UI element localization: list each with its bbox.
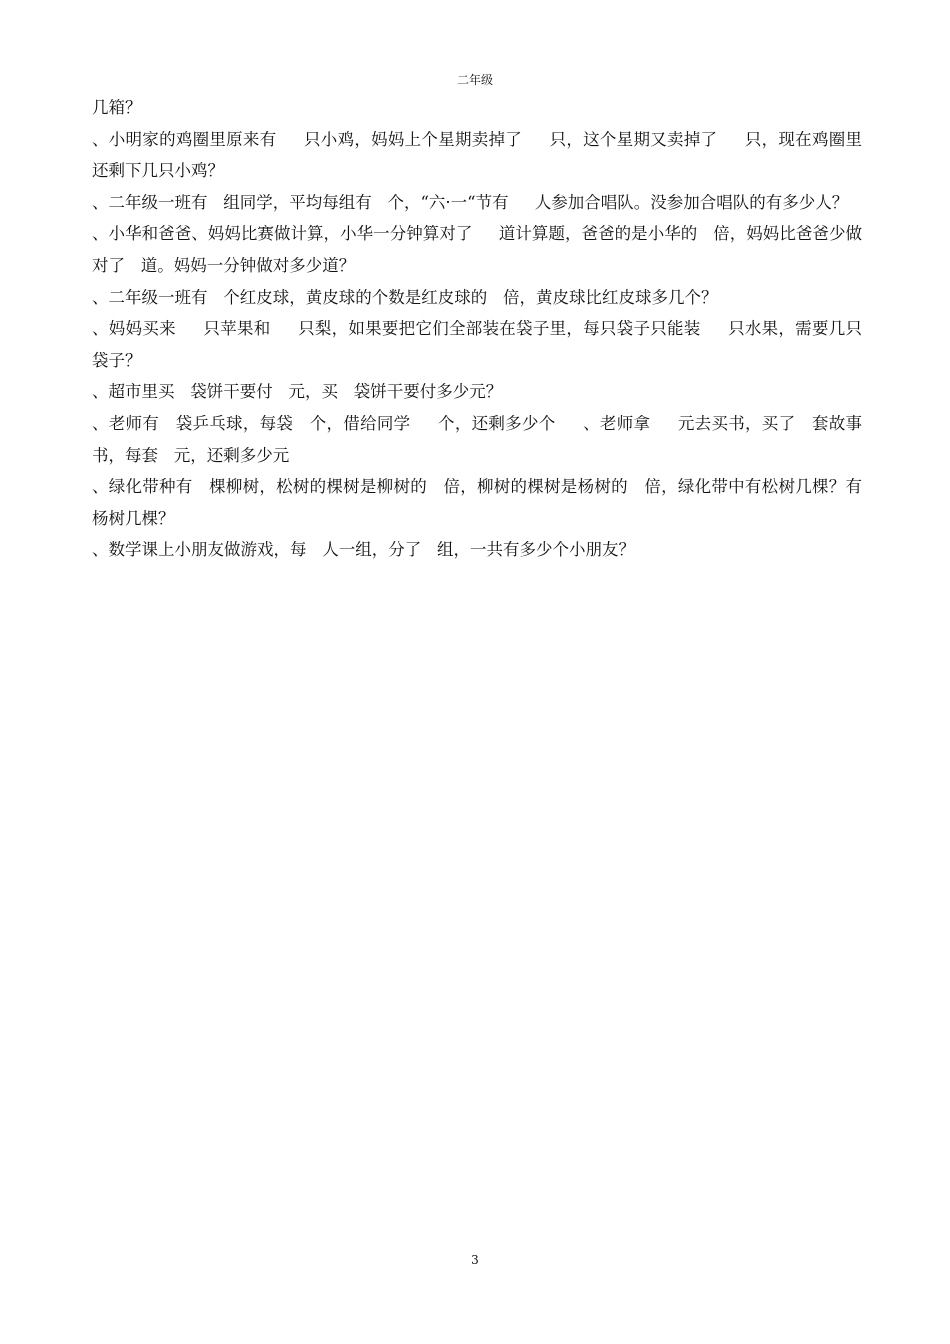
problem-balls: 、二年级一班有 个红皮球，黄皮球的个数是红皮球的 倍，黄皮球比红皮球多几个？ [92,287,718,307]
problem-calculation-race: 、小华和爸爸、妈妈比赛做计算，小华一分钟算对了 道计算题，爸爸的是小华的 倍，妈妈比爸爸少做对了 道。妈妈一分钟做对多少道？ [92,224,862,275]
page-header: 二年级 [456,73,493,87]
page-number: 3 [471,1253,479,1267]
paragraph-continuation: 几箱？ [92,98,142,117]
problem-game-groups: 、数学课上小朋友做游戏，每 人一组，分了 组，一共有多少个小朋友？ [92,540,635,560]
problem-choir: 、二年级一班有 组同学，平均每组有 个，“六·一“节有 人参加合唱队。没参加合唱队的有多少人？ [92,192,849,212]
problem-trees: 、绿化带种有 棵柳树，松树的棵树是柳树的 倍，柳树的棵树是杨树的 倍，绿化带中有松树几棵？有杨树几棵？ [92,477,862,528]
problem-ping-pong-and-books: 、老师有 袋乒乓球，每袋 个，借给同学 个，还剩多少个 、老师拿 元去买书，买了 套故事书，每套 元，还剩多少元 [92,413,862,465]
problem-biscuits: 、超市里买 袋饼干要付 元，买 袋饼干要付多少元？ [92,382,503,402]
problem-chickens: 、小明家的鸡圈里原来有 只小鸡，妈妈上个星期卖掉了 只，这个星期又卖掉了 只，现在鸡圈里还剩下几只小鸡？ [92,129,862,181]
problem-fruit-bags: 、妈妈买来 只苹果和 只梨，如果要把它们全部装在袋子里，每只袋子只能装 只水果，需要几只袋子？ [92,319,862,370]
document-body [92,92,862,566]
